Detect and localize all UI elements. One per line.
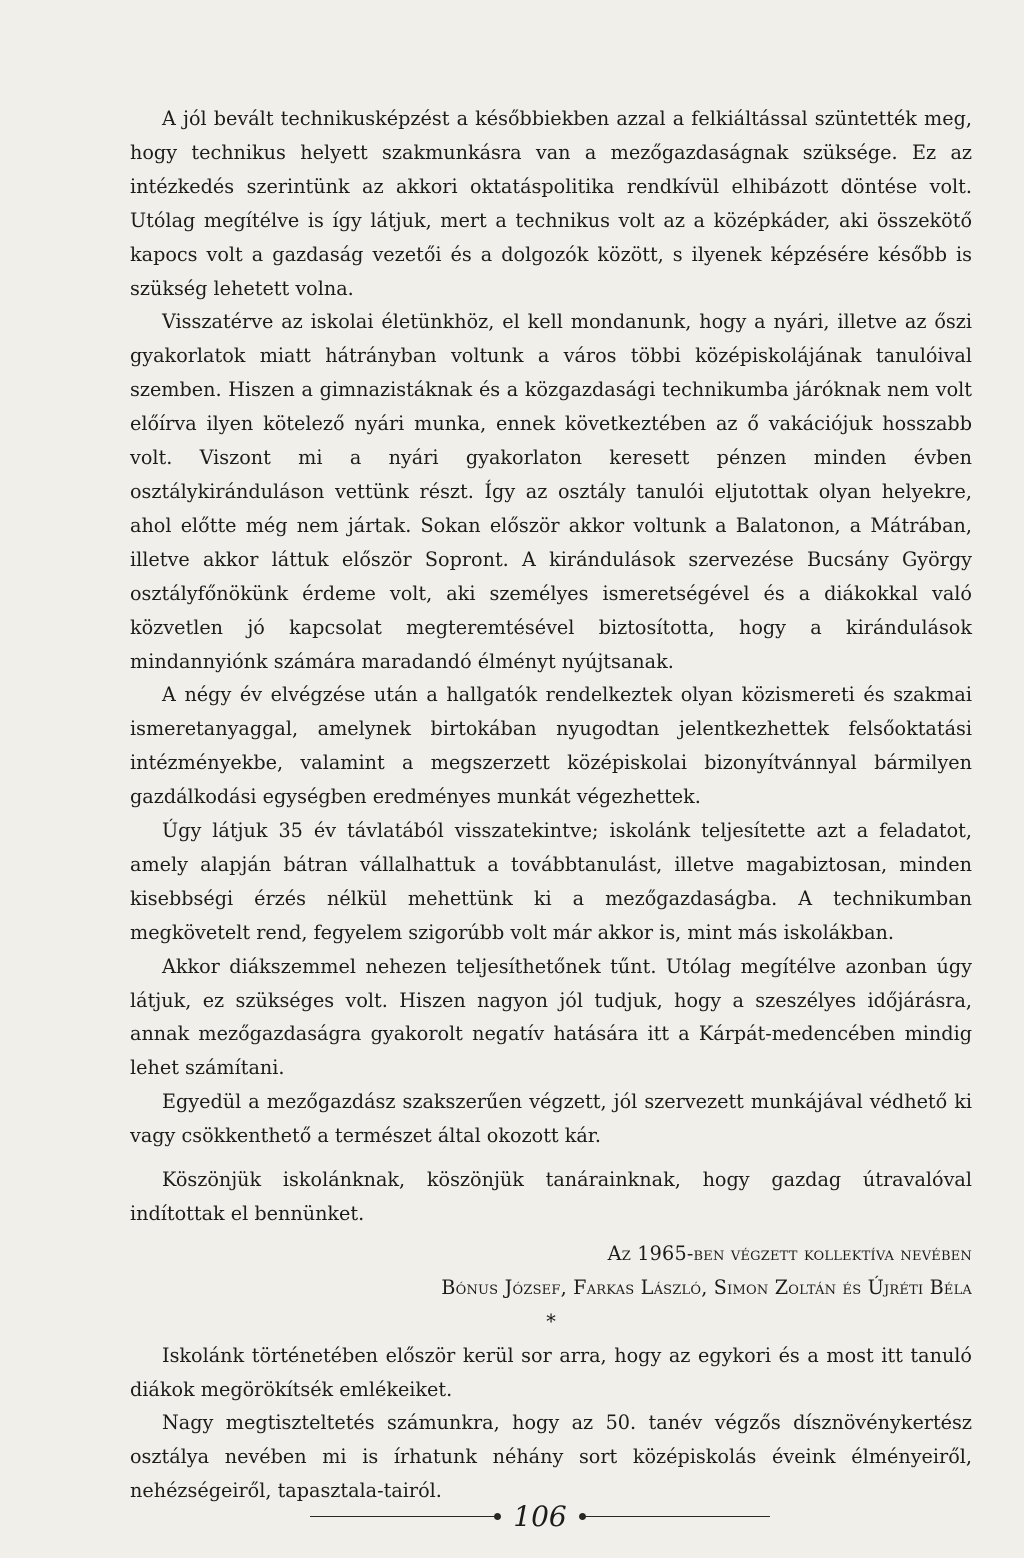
page-footer	[310, 1496, 770, 1536]
signature-line-2: Bónus József, Farkas László, Simon Zoltán és Újréti Béla	[441, 1275, 972, 1299]
footer-rule-left	[310, 1516, 499, 1517]
paragraph-7: Köszönjük iskolánknak, köszönjük tanárainknak, hogy gazdag útravalóval indítottak el bennünket.	[130, 1168, 972, 1225]
section-separator: *	[546, 1309, 556, 1333]
footer-rule-right	[581, 1516, 770, 1517]
paragraph-8: Iskolánk történetében először kerül sor arra, hogy az egykori és a most itt tanuló diákok megörökítsék emlékeiket.	[130, 1343, 972, 1401]
paragraph-1: A jól bevált technikusképzést a későbbiekben azzal a felkiáltással szüntették meg, hogy technikus helyett szakmunkásra van a mezőgazdaságnak szüksége. Ez az intézkedés szerintünk az akkori oktatáspolitika rendkívül elhibázott döntése volt. Utólag megítélve is így látjuk, mert a technikus volt az a középkáder, aki összekötő kapocs volt a gazdaság vezetői és a dolgozók között, s ilyenek képzésére később is szükség lehetett volna.	[130, 107, 972, 300]
paragraph-3: A négy év elvégzése után a hallgatók rendelkeztek olyan közismereti és szakmai ismeretanyaggal, amelynek birtokában nyugodtan jelentkezhettek felsőoktatási intézményekbe, valamint a megszerzett középiskolai bizonyítvánnyal bármilyen gazdálkodási egységben eredményes munkát végezhettek.	[130, 683, 972, 809]
signature-line-1: Az 1965-ben végzett kollektíva nevében	[607, 1241, 972, 1265]
paragraph-5: Akkor diákszemmel nehezen teljesíthetőnek tűnt. Utólag megítélve azonban úgy látjuk, ez szükséges volt. Hiszen nagyon jól tudjuk, hogy a szeszélyes időjárásra, annak mezőgazdaságra gyakorolt negatív hatására itt a Kárpát-medencében mindig lehet számítani.	[130, 954, 972, 1080]
paragraph-9: Nagy megtiszteltetés számunkra, hogy az 50. tanév végzős dísznövénykertész osztálya nevében mi is írhatunk néhány sort középiskolás éveink élményeiről, nehézségeiről, tapasztala-tairól.	[130, 1411, 972, 1503]
paragraph-4: Úgy látjuk 35 év távlatából visszatekintve; iskolánk teljesítette azt a feladatot, amely alapján bátran vállalhattuk a továbbtanulást, illetve magabiztosan, minden kisebbségi érzés nélkül mehettünk ki a mezőgazdaságba. A technikumban megkövetelt rend, fegyelem szigorúbb volt már akkor is, mint más iskolákban.	[130, 819, 972, 944]
page-number: 106	[513, 1499, 567, 1533]
paragraph-6: Egyedül a mezőgazdász szakszerűen végzett, jól szervezett munkájával védhető ki vagy csökkenthető a természet által okozott kár.	[130, 1090, 972, 1148]
body-text	[130, 102, 972, 1508]
paragraph-2: Visszatérve az iskolai életünkhöz, el kell mondanunk, hogy a nyári, illetve az őszi gyakorlatok miatt hátrányban voltunk a város többi középiskolájának tanulóival szemben. Hiszen a gimnazistáknak és a közgazdasági technikumba járóknak nem volt előírva ilyen kötelező nyári munka, ennek következtében az ő vakációjuk hosszabb volt. Viszont mi a nyári gyakorlaton keresett pénzen minden évben osztálykiránduláson vettünk részt. Így az osztály tanulói eljutottak olyan helyekre, ahol előtte még nem jártak. Sokan először akkor voltunk a Balatonon, a Mátrában, illetve akkor láttuk először Sopront. A kirándulások szervezése Bucsány György osztályfőnökünk érdeme volt, aki személyes ismeretségével és a diákokkal való közvetlen jó kapcsolat megteremtésével biztosította, hogy a kirándulások mindannyiónk számára maradandó élményt nyújtsanak.	[130, 310, 972, 673]
